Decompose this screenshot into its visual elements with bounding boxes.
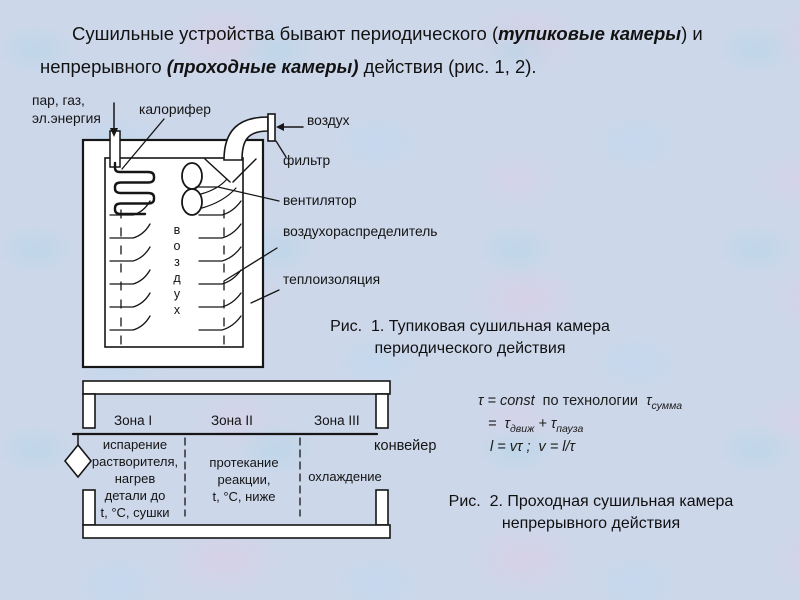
zone1-line: t, °С, сушки bbox=[100, 505, 170, 520]
formula-var: τ = const bbox=[478, 393, 535, 409]
formula-text: по технологии bbox=[534, 393, 647, 409]
zone1-line: испарение bbox=[102, 437, 168, 452]
fig2-caption-line2: непрерывного действия bbox=[501, 515, 681, 532]
intro-line-1 bbox=[40, 17, 788, 50]
label-fan: вентилятор bbox=[283, 193, 357, 208]
zone1-line: растворителя, bbox=[91, 454, 179, 469]
fig1-caption bbox=[315, 316, 625, 360]
tunnel-post-top-right bbox=[376, 394, 388, 428]
zone1-line: детали до bbox=[104, 488, 166, 503]
filter-bar bbox=[268, 114, 275, 141]
formula-line1 bbox=[478, 390, 682, 413]
air-letter: д bbox=[173, 271, 181, 285]
label-air: воздух bbox=[307, 113, 350, 128]
formula-subscript: сумма bbox=[651, 399, 683, 412]
tunnel-post-top-left bbox=[83, 394, 95, 428]
text-segment: Сушильные устройства бывают периодического ( bbox=[72, 23, 499, 44]
formula-var: τ bbox=[646, 393, 652, 409]
text-segment: ) и bbox=[681, 23, 703, 44]
tunnel-post-bottom-right bbox=[376, 490, 388, 525]
fig1-caption-line2: периодического действия bbox=[374, 340, 566, 357]
energy-inlet-pipe bbox=[110, 131, 120, 167]
formula-var: + τ bbox=[534, 416, 557, 432]
zone3-text bbox=[301, 468, 389, 485]
zone1-header: Зона I bbox=[114, 413, 153, 428]
zone2-line: протекание bbox=[209, 455, 279, 470]
zone3-line: охлаждение bbox=[308, 469, 382, 484]
formula-var: = τ bbox=[488, 416, 510, 432]
fig1-caption-line1: Рис. 1. Тупиковая сушильная камера bbox=[330, 318, 610, 335]
fig2-caption-line1: Рис. 2. Проходная сушильная камера bbox=[448, 493, 734, 510]
label-energy-line1: пар, газ, bbox=[32, 93, 85, 108]
air-letter: в bbox=[173, 223, 181, 237]
air-letter: х bbox=[173, 303, 181, 317]
vertical-air-text bbox=[170, 222, 184, 318]
label-filter: фильтр bbox=[283, 153, 331, 168]
zone1-text bbox=[90, 436, 180, 521]
formula-block bbox=[478, 390, 682, 459]
text-segment: непрерывного bbox=[40, 56, 167, 77]
label-conveyor: конвейер bbox=[374, 438, 437, 454]
zone2-line: t, °С, ниже bbox=[212, 489, 276, 504]
air-letter: о bbox=[173, 239, 181, 253]
zone2-text bbox=[198, 454, 290, 505]
label-insulation: теплоизоляция bbox=[283, 272, 381, 287]
air-letter: у bbox=[173, 287, 181, 301]
part-diamond bbox=[65, 445, 91, 477]
label-air-distributor: воздухораспределитель bbox=[283, 224, 438, 239]
text-segment-bold: тупиковые камеры bbox=[498, 23, 682, 44]
formula-subscript: движ bbox=[509, 422, 535, 435]
zone2-header: Зона II bbox=[211, 413, 253, 428]
zone3-header: Зона III bbox=[314, 413, 360, 428]
zone1-line: нагрев bbox=[114, 471, 156, 486]
formula-line3 bbox=[478, 436, 682, 459]
intro-line-2 bbox=[40, 50, 788, 83]
zone2-line: реакции, bbox=[217, 472, 271, 487]
label-energy-line2: эл.энергия bbox=[32, 111, 101, 126]
formula-line2 bbox=[478, 413, 682, 436]
air-left-arrow bbox=[276, 123, 303, 131]
formula-var: l = vτ ; v = l/τ bbox=[490, 439, 575, 455]
fig2-caption bbox=[437, 491, 745, 535]
air-letter: з bbox=[174, 255, 180, 269]
intro-paragraph bbox=[40, 17, 788, 83]
text-segment-bold: (проходные камеры) bbox=[166, 56, 359, 77]
label-heater: калорифер bbox=[139, 102, 211, 117]
text-segment: действия (рис. 1, 2). bbox=[358, 56, 537, 77]
formula-subscript: пауза bbox=[556, 422, 584, 435]
